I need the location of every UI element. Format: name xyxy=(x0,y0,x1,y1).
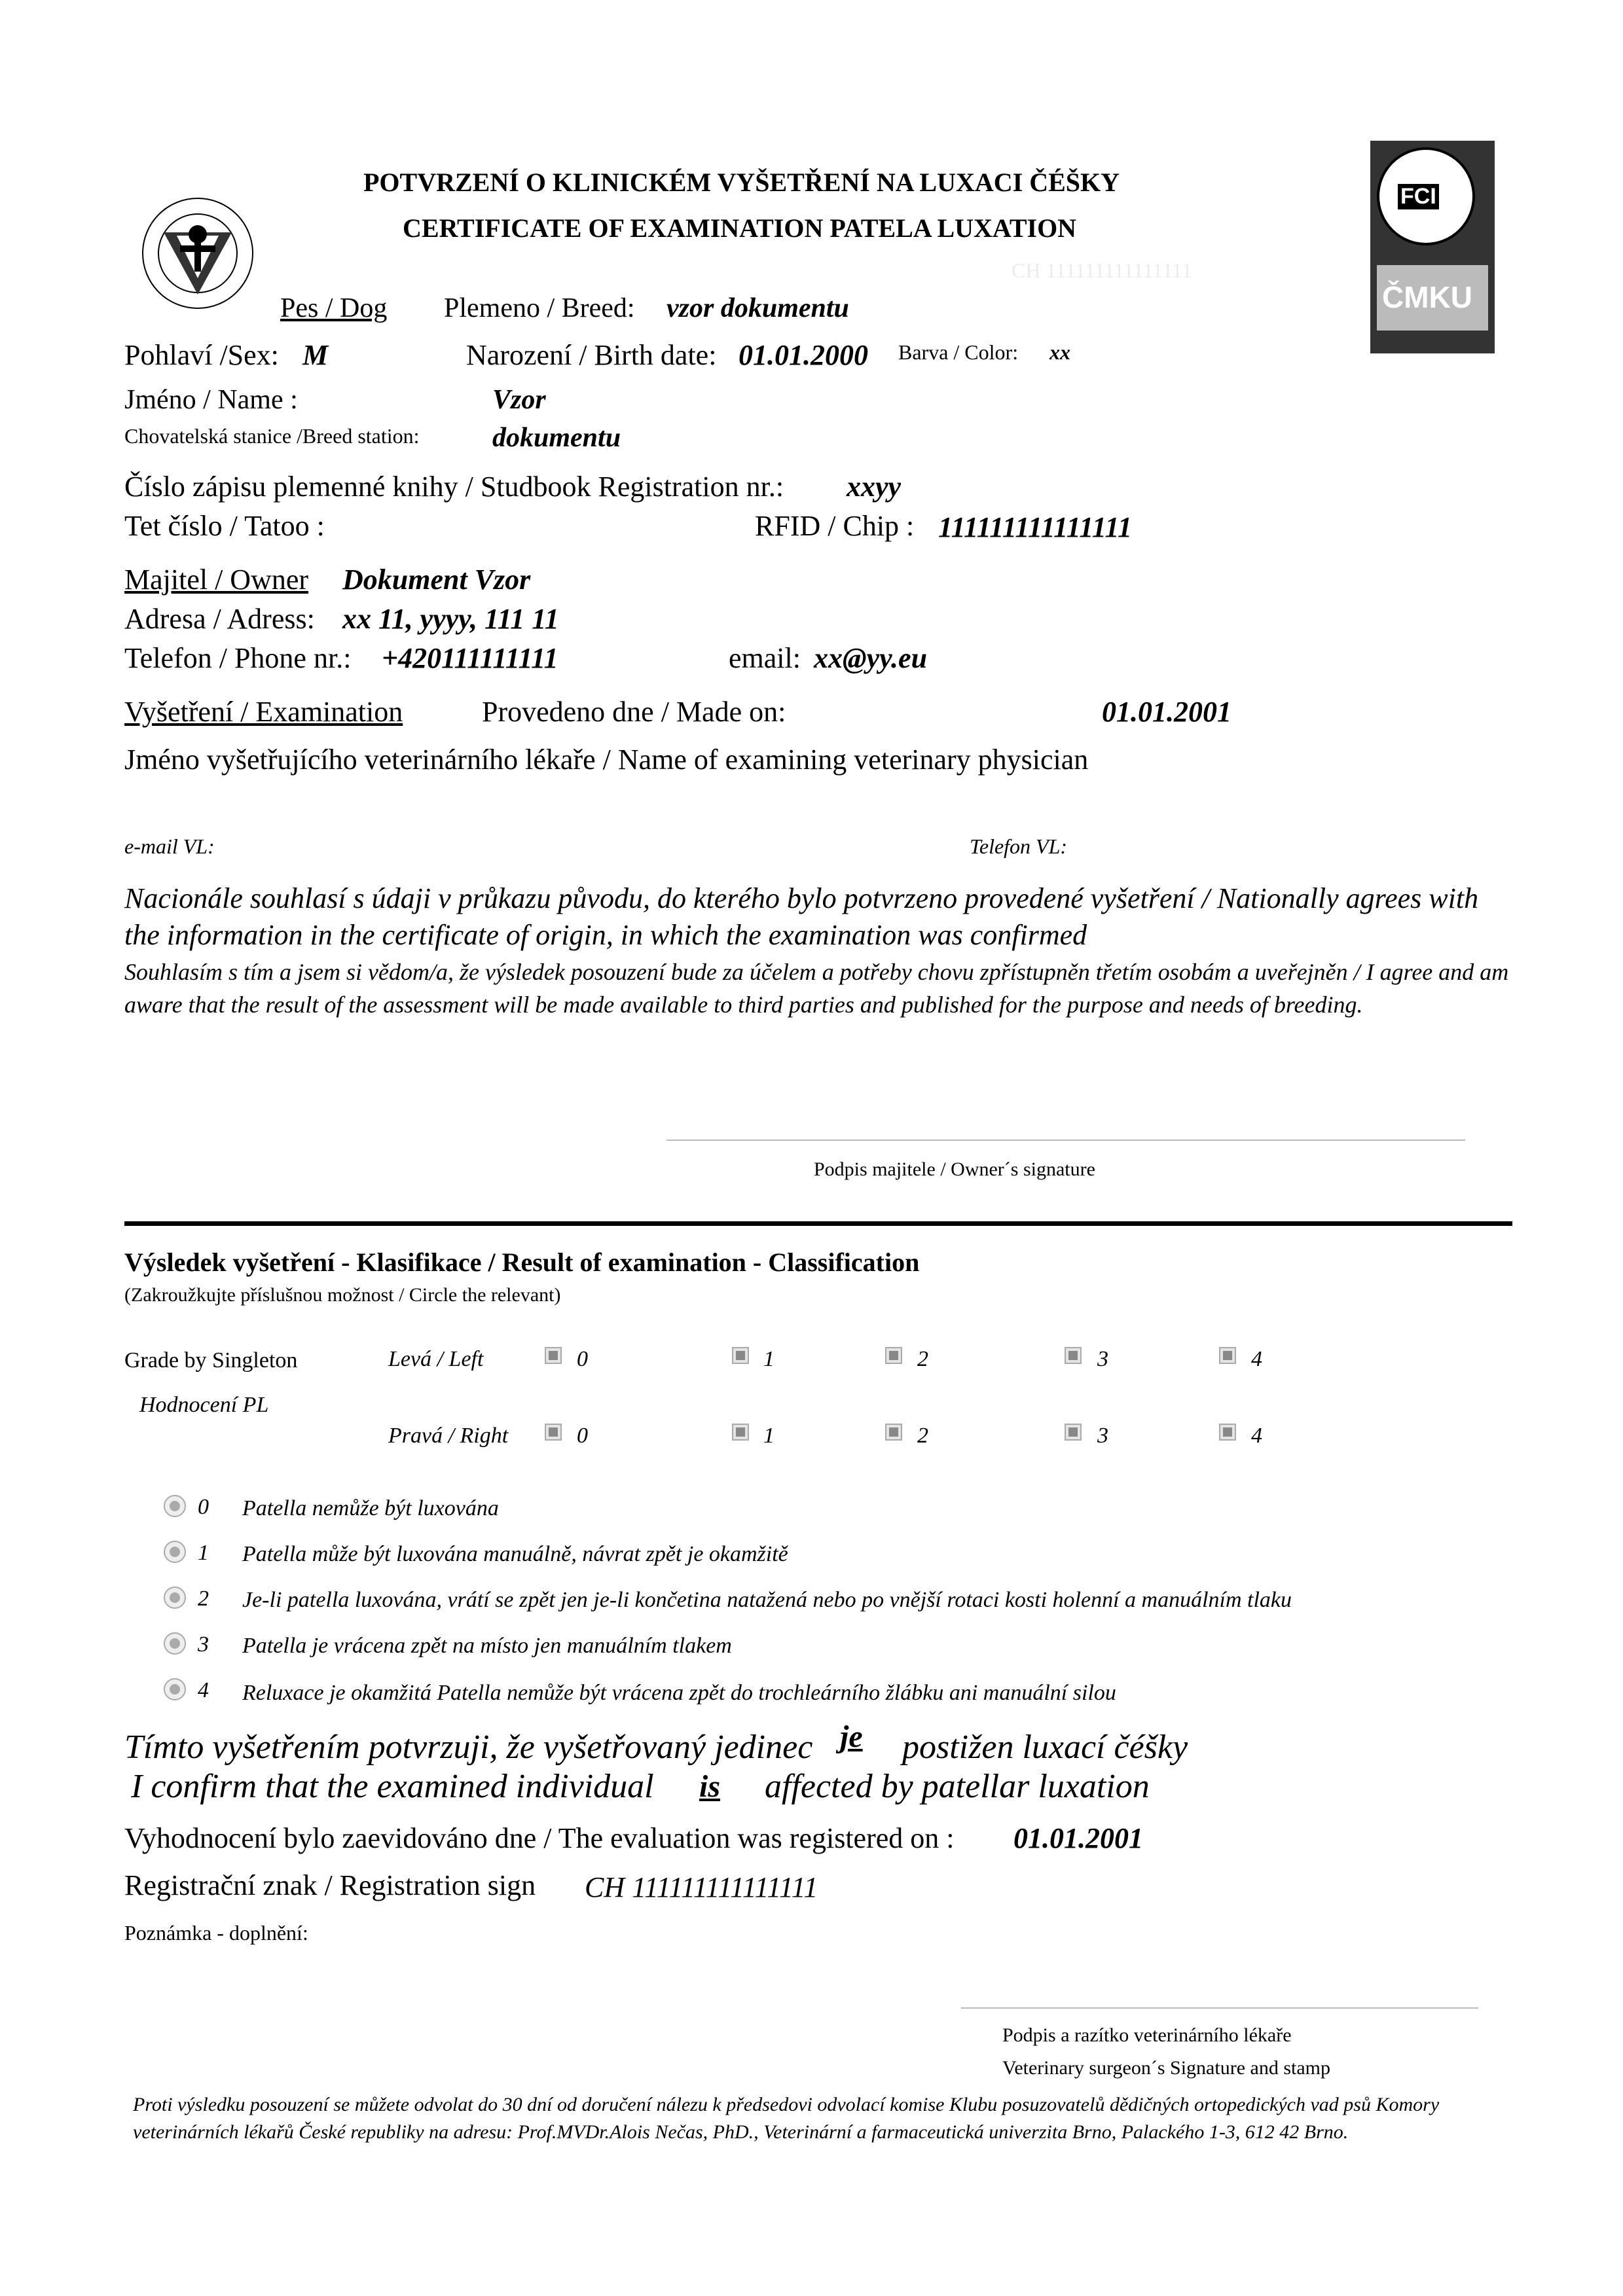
owner-signature-line xyxy=(666,1139,1465,1141)
right-grade-1-checkbox[interactable] xyxy=(732,1424,749,1441)
owner-signature-label: Podpis majitele / Owner´s signature xyxy=(814,1158,1095,1180)
email-label: email: xyxy=(729,642,801,674)
left-grade-2-checkbox[interactable] xyxy=(885,1347,902,1364)
confirm-en-text-a: I confirm that the examined individual xyxy=(131,1768,654,1805)
right-grade-4-checkbox[interactable] xyxy=(1219,1424,1236,1441)
grade-label: Grade by Singleton xyxy=(124,1348,298,1372)
dog-section-label: Pes / Dog xyxy=(280,293,388,323)
vet-name-label: Jméno vyšetřujícího veterinárního lékaře / Name of examining veterinary physician xyxy=(124,744,1089,776)
email-value: xx@yy.eu xyxy=(814,642,928,674)
birth-label: Narození / Birth date: xyxy=(466,339,717,371)
grade-label-cz: Hodnocení PL xyxy=(139,1393,269,1417)
color-label: Barva / Color: xyxy=(898,340,1019,364)
breed-value: vzor dokumentu xyxy=(666,293,849,323)
grade-3-description: Patella je vrácena zpět na místo jen manuálním tlakem xyxy=(242,1634,732,1658)
name-label: Jméno / Name : xyxy=(124,385,298,415)
address-label: Adresa / Adress: xyxy=(124,603,315,635)
grade-0-description: Patella nemůže být luxována xyxy=(242,1496,499,1520)
left-grade-1-checkbox[interactable] xyxy=(732,1347,749,1364)
vet-signature-line xyxy=(961,2007,1478,2009)
faint-registration-sign: CH 111111111111111 xyxy=(1012,259,1192,282)
grade-0-radio[interactable] xyxy=(164,1495,186,1517)
right-label: Pravá / Right xyxy=(388,1424,509,1448)
breed-label: Plemeno / Breed: xyxy=(444,293,635,323)
right-grade-0-checkbox[interactable] xyxy=(545,1424,562,1441)
right-grade-2-label: 2 xyxy=(917,1424,928,1448)
left-grade-0-label: 0 xyxy=(577,1347,588,1371)
address-value: xx 11, yyyy, 111 11 xyxy=(342,603,559,635)
vet-phone-label: Telefon VL: xyxy=(970,834,1068,858)
tattoo-label: Tet číslo / Tatoo : xyxy=(124,510,325,542)
exam-section-label: Vyšetření / Examination xyxy=(124,696,403,728)
station-value: dokumentu xyxy=(492,423,621,453)
grade-2-description: Je-li patella luxována, vrátí se zpět jen je-li končetina natažená nebo po vnější rotaci kosti holenní a manuálním tlaku xyxy=(242,1588,1292,1612)
chip-label: RFID / Chip : xyxy=(755,510,915,542)
grade-2-number: 2 xyxy=(198,1587,209,1611)
confirm-cz-text-a: Tímto vyšetřením potvrzuji, že vyšetřovaný jedinec xyxy=(124,1729,813,1766)
right-grade-2-checkbox[interactable] xyxy=(885,1424,902,1441)
grade-1-number: 1 xyxy=(198,1541,209,1565)
chip-value: 111111111111111 xyxy=(938,511,1133,543)
sex-value: M xyxy=(302,339,329,371)
owner-name-value: Dokument Vzor xyxy=(342,564,531,596)
grade-1-radio[interactable] xyxy=(164,1541,186,1563)
confirm-cz-status: je xyxy=(840,1719,863,1754)
section-divider xyxy=(124,1221,1512,1226)
registered-value: 01.01.2001 xyxy=(1013,1822,1143,1854)
studbook-value: xxyy xyxy=(847,471,902,503)
made-on-value: 01.01.2001 xyxy=(1102,696,1231,728)
left-grade-1-label: 1 xyxy=(763,1347,775,1371)
grade-1-description: Patella může být luxována manuálně, návrat zpět je okamžitě xyxy=(242,1542,788,1566)
grade-4-radio[interactable] xyxy=(164,1678,186,1700)
grade-4-number: 4 xyxy=(198,1678,209,1702)
made-on-label: Provedeno dne / Made on: xyxy=(482,696,786,728)
cmku-logo-text: ČMKU xyxy=(1382,280,1472,314)
note-label: Poznámka - doplnění: xyxy=(124,1921,308,1945)
studbook-label: Číslo zápisu plemenné knihy / Studbook Registration nr.: xyxy=(124,471,784,503)
phone-label: Telefon / Phone nr.: xyxy=(124,642,352,674)
registration-sign-label: Registrační znak / Registration sign xyxy=(124,1869,536,1901)
confirm-cz-text-b: postižen luxací čéšky xyxy=(902,1729,1188,1766)
left-label: Levá / Left xyxy=(388,1347,484,1371)
left-grade-3-checkbox[interactable] xyxy=(1065,1347,1082,1364)
left-grade-3-label: 3 xyxy=(1097,1347,1108,1371)
right-grade-3-label: 3 xyxy=(1097,1424,1108,1448)
chamber-logo xyxy=(141,196,255,311)
fci-logo-text: FCI xyxy=(1398,184,1439,209)
consent-text: Souhlasím s tím a jsem si vědom/a, že výsledek posouzení bude za účelem a potřeby chovu zpřístupněn třetím osobám a uveřejněn / I agree and am aware that the result of the assessment will be made available to third parties and published for the purpose and needs of breeding. xyxy=(124,959,1509,1018)
left-grade-2-label: 2 xyxy=(917,1347,928,1371)
title-en: CERTIFICATE OF EXAMINATION PATELA LUXATION xyxy=(403,213,1077,243)
right-grade-0-label: 0 xyxy=(577,1424,588,1448)
birth-value: 01.01.2000 xyxy=(739,339,868,371)
right-grade-4-label: 4 xyxy=(1251,1424,1262,1448)
left-grade-0-checkbox[interactable] xyxy=(545,1347,562,1364)
title-cz: POTVRZENÍ O KLINICKÉM VYŠETŘENÍ NA LUXACI ČÉŠKY xyxy=(363,168,1120,197)
left-grade-4-checkbox[interactable] xyxy=(1219,1347,1236,1364)
vet-signature-label-cz: Podpis a razítko veterinárního lékaře xyxy=(1002,2024,1292,2046)
confirm-en-text-b: affected by patellar luxation xyxy=(765,1768,1150,1805)
right-grade-1-label: 1 xyxy=(763,1424,775,1448)
color-value: xx xyxy=(1049,340,1070,364)
registered-label: Vyhodnocení bylo zaevidováno dne / The evaluation was registered on : xyxy=(124,1822,955,1854)
grade-2-radio[interactable] xyxy=(164,1587,186,1609)
grade-3-number: 3 xyxy=(198,1632,209,1657)
confirm-en-status: is xyxy=(699,1769,721,1804)
vet-email-label: e-mail VL: xyxy=(124,834,215,858)
registration-sign-value: CH 111111111111111 xyxy=(585,1871,818,1903)
national-agreement-text: Nacionále souhlasí s údaji v průkazu původu, do kterého bylo potvrzeno provedené vyšetření / Nationally agrees with the information in the certificate of origin, in which the examination was confirmed xyxy=(124,882,1479,951)
result-title: Výsledek vyšetření - Klasifikace / Result of examination - Classification xyxy=(124,1247,920,1277)
right-grade-3-checkbox[interactable] xyxy=(1065,1424,1082,1441)
grade-4-description: Reluxace je okamžitá Patella nemůže být vrácena zpět do trochleárního žlábku ani manuální silou xyxy=(242,1681,1116,1705)
result-subtitle: (Zakroužkujte příslušnou možnost / Circle the relevant) xyxy=(124,1284,561,1306)
grade-0-number: 0 xyxy=(198,1495,209,1519)
name-value: Vzor xyxy=(492,385,546,415)
appeal-footer-text: Proti výsledku posouzení se můžete odvolat do 30 dní od doručení nálezu k předsedovi odvolací komise Klubu posuzovatelů dědičných ortopedických vad psů Komory veterinárních lékařů České republiky na adresu: Prof.MVDr.Alois Nečas, PhD., Veterinární a farmaceutická univerzita Brno, Palackého 1-3, 612 42 Brno. xyxy=(133,2094,1440,2143)
sex-label: Pohlaví /Sex: xyxy=(124,339,279,371)
left-grade-4-label: 4 xyxy=(1251,1347,1262,1371)
vet-signature-label-en: Veterinary surgeon´s Signature and stamp xyxy=(1002,2057,1330,2079)
station-label: Chovatelská stanice /Breed station: xyxy=(124,424,420,448)
phone-value: +420111111111 xyxy=(382,642,558,674)
grade-3-radio[interactable] xyxy=(164,1632,186,1655)
fci-cmku-logo xyxy=(1370,141,1495,353)
owner-section-label: Majitel / Owner xyxy=(124,564,309,596)
